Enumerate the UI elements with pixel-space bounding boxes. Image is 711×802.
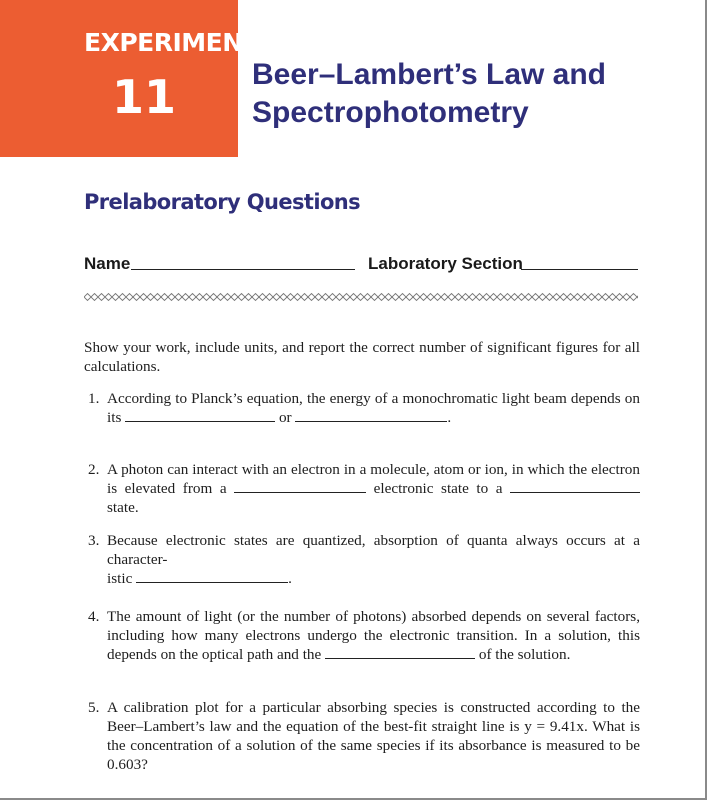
page-title	[252, 56, 606, 132]
answer-blank[interactable]	[325, 646, 475, 659]
experiment-label: EXPERIMENT	[84, 28, 260, 57]
question-2	[88, 460, 640, 517]
lab-section-field[interactable]	[521, 269, 638, 270]
question-text: .	[447, 409, 452, 426]
question-4	[88, 607, 640, 664]
question-number: 4.	[88, 608, 100, 625]
question-text: of the solution.	[478, 646, 571, 663]
question-number: 3.	[88, 532, 100, 549]
title-line-1: Beer–Lambert’s Law and	[252, 58, 607, 91]
question-text: state.	[107, 499, 139, 516]
answer-blank[interactable]	[136, 570, 288, 583]
question-number: 1.	[88, 390, 100, 407]
answer-blank[interactable]	[125, 409, 275, 422]
name-field[interactable]	[131, 269, 355, 270]
question-5	[88, 698, 640, 774]
lab-section-label: Laboratory Section	[368, 254, 523, 273]
question-text: .	[288, 570, 292, 587]
experiment-number: 11	[111, 70, 176, 124]
name-label: Name	[84, 254, 131, 273]
section-heading: Prelaboratory Questions	[84, 190, 361, 214]
question-text: A calibration plot for a particular absorbing species is constructed according to the Beer–Lambert’s law and the equation of the best-fit straight line is y = 9.41x. What is the concentration of a solution of the same species if its absorbance is measured to be 0.603?	[107, 699, 640, 773]
question-text: A photon can interact with an electron in a molecule, atom or ion, in which the electron is elevated from a	[107, 461, 640, 497]
title-line-2: Spectrophotometry	[252, 96, 529, 129]
decorative-divider	[84, 291, 638, 303]
question-text: istic	[107, 570, 133, 587]
question-3	[88, 531, 640, 588]
question-text: The amount of light (or the number of photons) absorbed depends on several factors, including how many electrons undergo the electronic transition. In a solution, this depends on the optical path and the	[107, 608, 640, 663]
answer-blank[interactable]	[295, 409, 447, 422]
question-number: 5.	[88, 699, 100, 716]
experiment-banner	[0, 0, 260, 157]
question-1	[88, 389, 640, 427]
question-text: According to Planck’s equation, the energy of a monochromatic light beam depends on its	[107, 390, 640, 426]
answer-blank[interactable]	[234, 480, 366, 493]
answer-blank[interactable]	[510, 480, 640, 493]
question-text: Because electronic states are quantized, absorption of quanta always occurs at a character-	[107, 532, 640, 568]
question-number: 2.	[88, 461, 100, 478]
question-text: electronic state to a	[373, 480, 503, 497]
instructions-text: Show your work, include units, and report the correct number of significant figures for all calculations.	[84, 339, 640, 375]
question-text: or	[278, 409, 292, 426]
